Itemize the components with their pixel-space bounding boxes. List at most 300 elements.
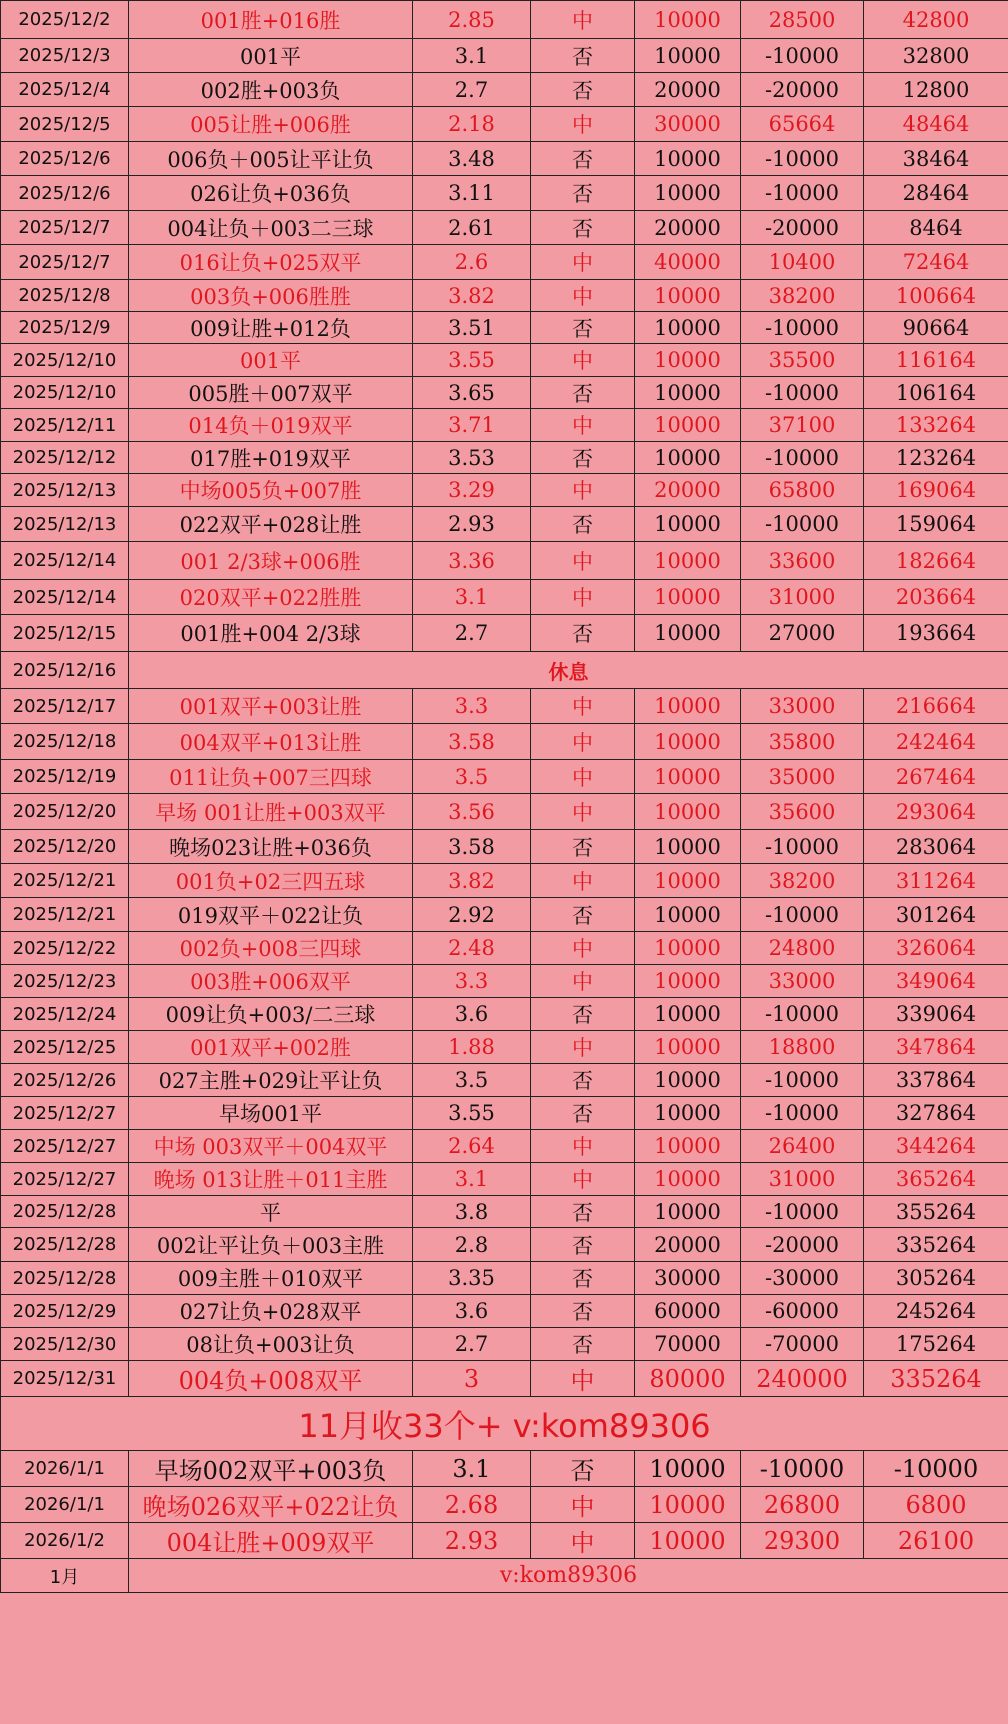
balance-cell: 116164 bbox=[864, 344, 1008, 377]
table-row bbox=[1, 760, 1008, 794]
table-row bbox=[1, 542, 1008, 580]
pick-cell: 004让胜+009双平 bbox=[129, 1523, 413, 1559]
pick-cell: 019双平＋022让负 bbox=[129, 898, 413, 932]
stake-cell: 10000 bbox=[635, 344, 741, 377]
balance-cell: 123264 bbox=[864, 442, 1008, 474]
date-cell: 2025/12/9 bbox=[1, 312, 129, 344]
profit-cell: -10000 bbox=[741, 142, 864, 176]
profit-cell: 33600 bbox=[741, 542, 864, 580]
stake-cell: 10000 bbox=[635, 932, 741, 965]
balance-cell: 311264 bbox=[864, 864, 1008, 898]
table-row bbox=[1, 898, 1008, 932]
stake-cell: 10000 bbox=[635, 965, 741, 998]
date-cell: 2025/12/25 bbox=[1, 1031, 129, 1064]
balance-cell: 48464 bbox=[864, 107, 1008, 142]
date-cell: 2025/12/15 bbox=[1, 615, 129, 652]
result-cell: 否 bbox=[531, 898, 635, 932]
profit-cell: 35500 bbox=[741, 344, 864, 377]
profit-cell: 24800 bbox=[741, 932, 864, 965]
stake-cell: 80000 bbox=[635, 1361, 741, 1397]
pick-cell: 001负+02三四五球 bbox=[129, 864, 413, 898]
stake-cell: 10000 bbox=[635, 689, 741, 724]
pick-cell: 026让负+036负 bbox=[129, 176, 413, 211]
stake-cell: 10000 bbox=[635, 1487, 741, 1523]
balance-cell: 242464 bbox=[864, 724, 1008, 760]
table-row bbox=[1, 1328, 1008, 1361]
odds-cell: 3.51 bbox=[413, 312, 531, 344]
pick-cell: 002让平让负＋003主胜 bbox=[129, 1228, 413, 1262]
result-cell: 否 bbox=[531, 998, 635, 1031]
pick-cell: 002负+008三四球 bbox=[129, 932, 413, 965]
pick-cell: 001双平+002胜 bbox=[129, 1031, 413, 1064]
result-cell: 中 bbox=[531, 245, 635, 280]
date-cell: 2026/1/1 bbox=[1, 1451, 129, 1487]
date-cell: 2025/12/8 bbox=[1, 280, 129, 312]
pick-cell: 中场 003双平＋004双平 bbox=[129, 1130, 413, 1163]
result-cell: 否 bbox=[531, 211, 635, 245]
balance-cell: 175264 bbox=[864, 1328, 1008, 1361]
table-row bbox=[1, 1064, 1008, 1097]
stake-cell: 10000 bbox=[635, 1, 741, 39]
balance-cell: 42800 bbox=[864, 1, 1008, 39]
pick-cell: 005胜＋007双平 bbox=[129, 377, 413, 409]
table-row bbox=[1, 442, 1008, 474]
table-row bbox=[1, 794, 1008, 830]
odds-cell: 3.35 bbox=[413, 1262, 531, 1295]
pick-cell: 014负＋019双平 bbox=[129, 409, 413, 442]
date-cell: 2025/12/27 bbox=[1, 1163, 129, 1196]
table-row bbox=[1, 1228, 1008, 1262]
date-cell: 2025/12/27 bbox=[1, 1130, 129, 1163]
balance-cell: 90664 bbox=[864, 312, 1008, 344]
result-cell: 否 bbox=[531, 1228, 635, 1262]
odds-cell: 2.92 bbox=[413, 898, 531, 932]
stake-cell: 10000 bbox=[635, 176, 741, 211]
odds-cell: 2.68 bbox=[413, 1487, 531, 1523]
profit-cell: 28500 bbox=[741, 1, 864, 39]
stake-cell: 10000 bbox=[635, 760, 741, 794]
result-cell: 否 bbox=[531, 377, 635, 409]
result-cell: 中 bbox=[531, 1487, 635, 1523]
stake-cell: 10000 bbox=[635, 409, 741, 442]
balance-cell: 38464 bbox=[864, 142, 1008, 176]
result-cell: 中 bbox=[531, 580, 635, 615]
balance-cell: 216664 bbox=[864, 689, 1008, 724]
stake-cell: 10000 bbox=[635, 142, 741, 176]
pick-cell: 004双平+013让胜 bbox=[129, 724, 413, 760]
result-cell: 否 bbox=[531, 39, 635, 73]
date-cell: 2025/12/28 bbox=[1, 1196, 129, 1228]
stake-cell: 20000 bbox=[635, 211, 741, 245]
pick-cell: 003负+006胜胜 bbox=[129, 280, 413, 312]
balance-cell: 8464 bbox=[864, 211, 1008, 245]
balance-cell: 169064 bbox=[864, 474, 1008, 507]
stake-cell: 10000 bbox=[635, 1097, 741, 1130]
date-cell: 2025/12/28 bbox=[1, 1262, 129, 1295]
balance-cell: 267464 bbox=[864, 760, 1008, 794]
balance-cell: 32800 bbox=[864, 39, 1008, 73]
date-cell: 2025/12/17 bbox=[1, 689, 129, 724]
odds-cell: 3.8 bbox=[413, 1196, 531, 1228]
balance-cell: 347864 bbox=[864, 1031, 1008, 1064]
stake-cell: 40000 bbox=[635, 245, 741, 280]
table-row bbox=[1, 1163, 1008, 1196]
table-row bbox=[1, 474, 1008, 507]
pick-cell: 晚场 013让胜＋011主胜 bbox=[129, 1163, 413, 1196]
odds-cell: 3.5 bbox=[413, 760, 531, 794]
table-row bbox=[1, 1397, 1008, 1451]
pick-cell: 002胜+003负 bbox=[129, 73, 413, 107]
profit-cell: 35600 bbox=[741, 794, 864, 830]
result-cell: 否 bbox=[531, 1097, 635, 1130]
result-cell: 中 bbox=[531, 724, 635, 760]
pick-cell: 003胜+006双平 bbox=[129, 965, 413, 998]
table-row bbox=[1, 998, 1008, 1031]
profit-cell: 65664 bbox=[741, 107, 864, 142]
banner-cell: 11月收33个+ v:kom89306 bbox=[1, 1397, 1008, 1451]
odds-cell: 3 bbox=[413, 1361, 531, 1397]
profit-cell: 33000 bbox=[741, 689, 864, 724]
profit-cell: 240000 bbox=[741, 1361, 864, 1397]
date-cell: 2025/12/10 bbox=[1, 344, 129, 377]
profit-cell: 31000 bbox=[741, 1163, 864, 1196]
odds-cell: 2.48 bbox=[413, 932, 531, 965]
odds-cell: 3.55 bbox=[413, 344, 531, 377]
stake-cell: 10000 bbox=[635, 1064, 741, 1097]
pick-cell: 005让胜+006胜 bbox=[129, 107, 413, 142]
date-cell: 2026/1/2 bbox=[1, 1523, 129, 1559]
odds-cell: 3.1 bbox=[413, 39, 531, 73]
balance-cell: 26100 bbox=[864, 1523, 1008, 1559]
date-cell: 2025/12/22 bbox=[1, 932, 129, 965]
profit-cell: -10000 bbox=[741, 1451, 864, 1487]
result-cell: 中 bbox=[531, 932, 635, 965]
date-cell: 2025/12/11 bbox=[1, 409, 129, 442]
profit-cell: -20000 bbox=[741, 211, 864, 245]
balance-cell: 326064 bbox=[864, 932, 1008, 965]
profit-cell: -20000 bbox=[741, 73, 864, 107]
odds-cell: 3.65 bbox=[413, 377, 531, 409]
table-row bbox=[1, 652, 1008, 689]
pick-cell: 004负+008双平 bbox=[129, 1361, 413, 1397]
table-row bbox=[1, 312, 1008, 344]
pick-cell: 晚场026双平+022让负 bbox=[129, 1487, 413, 1523]
date-cell: 2025/12/28 bbox=[1, 1228, 129, 1262]
date-cell: 2025/12/3 bbox=[1, 39, 129, 73]
pick-cell: 001胜+004 2/3球 bbox=[129, 615, 413, 652]
odds-cell: 2.7 bbox=[413, 615, 531, 652]
profit-cell: 26400 bbox=[741, 1130, 864, 1163]
balance-cell: 335264 bbox=[864, 1361, 1008, 1397]
odds-cell: 3.6 bbox=[413, 1295, 531, 1328]
date-cell: 2025/12/2 bbox=[1, 1, 129, 39]
table-row bbox=[1, 724, 1008, 760]
table-row bbox=[1, 1097, 1008, 1130]
date-cell: 2025/12/13 bbox=[1, 474, 129, 507]
table-row bbox=[1, 1295, 1008, 1328]
result-cell: 否 bbox=[531, 73, 635, 107]
balance-cell: 335264 bbox=[864, 1228, 1008, 1262]
footer-note: v:kom89306 bbox=[129, 1559, 1008, 1593]
date-cell: 2025/12/23 bbox=[1, 965, 129, 998]
balance-cell: 28464 bbox=[864, 176, 1008, 211]
date-cell: 2025/12/19 bbox=[1, 760, 129, 794]
stake-cell: 10000 bbox=[635, 507, 741, 542]
odds-cell: 3.5 bbox=[413, 1064, 531, 1097]
pick-cell: 011让负+007三四球 bbox=[129, 760, 413, 794]
table-row bbox=[1, 689, 1008, 724]
table-row bbox=[1, 1523, 1008, 1559]
balance-cell: 301264 bbox=[864, 898, 1008, 932]
odds-cell: 3.1 bbox=[413, 1451, 531, 1487]
date-cell: 2025/12/12 bbox=[1, 442, 129, 474]
date-cell: 2025/12/24 bbox=[1, 998, 129, 1031]
date-cell: 2025/12/7 bbox=[1, 245, 129, 280]
rest-cell: 休息 bbox=[129, 652, 1008, 689]
table-row bbox=[1, 142, 1008, 176]
date-cell: 2025/12/20 bbox=[1, 830, 129, 864]
odds-cell: 3.58 bbox=[413, 724, 531, 760]
result-cell: 中 bbox=[531, 965, 635, 998]
date-cell: 2025/12/5 bbox=[1, 107, 129, 142]
balance-cell: 100664 bbox=[864, 280, 1008, 312]
result-cell: 否 bbox=[531, 830, 635, 864]
table-row bbox=[1, 1487, 1008, 1523]
stake-cell: 20000 bbox=[635, 1228, 741, 1262]
balance-cell: 344264 bbox=[864, 1130, 1008, 1163]
pick-cell: 平 bbox=[129, 1196, 413, 1228]
odds-cell: 2.8 bbox=[413, 1228, 531, 1262]
date-cell: 2025/12/18 bbox=[1, 724, 129, 760]
stake-cell: 70000 bbox=[635, 1328, 741, 1361]
table-row bbox=[1, 280, 1008, 312]
balance-cell: 133264 bbox=[864, 409, 1008, 442]
balance-cell: 193664 bbox=[864, 615, 1008, 652]
balance-cell: 305264 bbox=[864, 1262, 1008, 1295]
result-cell: 否 bbox=[531, 1328, 635, 1361]
table-row bbox=[1, 176, 1008, 211]
stake-cell: 10000 bbox=[635, 998, 741, 1031]
profit-cell: -30000 bbox=[741, 1262, 864, 1295]
profit-cell: 26800 bbox=[741, 1487, 864, 1523]
odds-cell: 2.85 bbox=[413, 1, 531, 39]
date-cell: 2025/12/4 bbox=[1, 73, 129, 107]
odds-cell: 3.3 bbox=[413, 965, 531, 998]
odds-cell: 2.93 bbox=[413, 1523, 531, 1559]
odds-cell: 3.82 bbox=[413, 280, 531, 312]
pick-cell: 004让负＋003二三球 bbox=[129, 211, 413, 245]
odds-cell: 3.53 bbox=[413, 442, 531, 474]
stake-cell: 20000 bbox=[635, 474, 741, 507]
stake-cell: 10000 bbox=[635, 794, 741, 830]
result-cell: 否 bbox=[531, 1064, 635, 1097]
profit-cell: -70000 bbox=[741, 1328, 864, 1361]
profit-cell: -20000 bbox=[741, 1228, 864, 1262]
balance-cell: 283064 bbox=[864, 830, 1008, 864]
pick-cell: 009让负+003/二三球 bbox=[129, 998, 413, 1031]
table-row bbox=[1, 1451, 1008, 1487]
balance-cell: 203664 bbox=[864, 580, 1008, 615]
odds-cell: 3.48 bbox=[413, 142, 531, 176]
result-cell: 中 bbox=[531, 1031, 635, 1064]
pick-cell: 晚场023让胜+036负 bbox=[129, 830, 413, 864]
result-cell: 否 bbox=[531, 442, 635, 474]
result-cell: 中 bbox=[531, 107, 635, 142]
profit-cell: -10000 bbox=[741, 442, 864, 474]
balance-cell: 106164 bbox=[864, 377, 1008, 409]
stake-cell: 10000 bbox=[635, 898, 741, 932]
table-row bbox=[1, 409, 1008, 442]
pick-cell: 早场 001让胜+003双平 bbox=[129, 794, 413, 830]
pick-cell: 017胜+019双平 bbox=[129, 442, 413, 474]
result-cell: 中 bbox=[531, 689, 635, 724]
balance-cell: 245264 bbox=[864, 1295, 1008, 1328]
pick-cell: 001双平+003让胜 bbox=[129, 689, 413, 724]
odds-cell: 2.7 bbox=[413, 1328, 531, 1361]
odds-cell: 3.55 bbox=[413, 1097, 531, 1130]
date-cell: 2025/12/6 bbox=[1, 176, 129, 211]
table-row bbox=[1, 1196, 1008, 1228]
date-cell: 2026/1/1 bbox=[1, 1487, 129, 1523]
profit-cell: 18800 bbox=[741, 1031, 864, 1064]
table-row bbox=[1, 39, 1008, 73]
table-row bbox=[1, 864, 1008, 898]
balance-cell: -10000 bbox=[864, 1451, 1008, 1487]
profit-cell: -60000 bbox=[741, 1295, 864, 1328]
odds-cell: 1.88 bbox=[413, 1031, 531, 1064]
profit-cell: 10400 bbox=[741, 245, 864, 280]
odds-cell: 2.64 bbox=[413, 1130, 531, 1163]
table-row bbox=[1, 1031, 1008, 1064]
profit-cell: 65800 bbox=[741, 474, 864, 507]
odds-cell: 3.71 bbox=[413, 409, 531, 442]
table-row bbox=[1, 1, 1008, 39]
table-row bbox=[1, 1130, 1008, 1163]
stake-cell: 10000 bbox=[635, 377, 741, 409]
table-row bbox=[1, 211, 1008, 245]
profit-cell: -10000 bbox=[741, 507, 864, 542]
odds-cell: 2.93 bbox=[413, 507, 531, 542]
result-cell: 中 bbox=[531, 409, 635, 442]
profit-cell: 29300 bbox=[741, 1523, 864, 1559]
pick-cell: 027主胜+029让平让负 bbox=[129, 1064, 413, 1097]
result-cell: 中 bbox=[531, 344, 635, 377]
result-cell: 否 bbox=[531, 615, 635, 652]
table-row bbox=[1, 1559, 1008, 1593]
pick-cell: 早场002双平+003负 bbox=[129, 1451, 413, 1487]
profit-cell: -10000 bbox=[741, 898, 864, 932]
stake-cell: 10000 bbox=[635, 1031, 741, 1064]
profit-cell: 31000 bbox=[741, 580, 864, 615]
odds-cell: 3.6 bbox=[413, 998, 531, 1031]
pick-cell: 001胜+016胜 bbox=[129, 1, 413, 39]
profit-cell: -10000 bbox=[741, 312, 864, 344]
table-row bbox=[1, 580, 1008, 615]
date-cell: 2025/12/27 bbox=[1, 1097, 129, 1130]
stake-cell: 10000 bbox=[635, 1196, 741, 1228]
odds-cell: 3.3 bbox=[413, 689, 531, 724]
table-body bbox=[1, 1, 1008, 1593]
stake-cell: 10000 bbox=[635, 1130, 741, 1163]
balance-cell: 327864 bbox=[864, 1097, 1008, 1130]
stake-cell: 10000 bbox=[635, 1523, 741, 1559]
result-cell: 中 bbox=[531, 1130, 635, 1163]
pick-cell: 001平 bbox=[129, 39, 413, 73]
stake-cell: 10000 bbox=[635, 312, 741, 344]
balance-cell: 6800 bbox=[864, 1487, 1008, 1523]
table-row bbox=[1, 344, 1008, 377]
date-cell: 2025/12/26 bbox=[1, 1064, 129, 1097]
table-row bbox=[1, 73, 1008, 107]
pick-cell: 001平 bbox=[129, 344, 413, 377]
table-row bbox=[1, 245, 1008, 280]
stake-cell: 10000 bbox=[635, 615, 741, 652]
odds-cell: 3.58 bbox=[413, 830, 531, 864]
balance-cell: 72464 bbox=[864, 245, 1008, 280]
odds-cell: 2.18 bbox=[413, 107, 531, 142]
stake-cell: 10000 bbox=[635, 280, 741, 312]
profit-cell: -10000 bbox=[741, 1097, 864, 1130]
pick-cell: 08让负+003让负 bbox=[129, 1328, 413, 1361]
table-row bbox=[1, 1361, 1008, 1397]
result-cell: 中 bbox=[531, 1163, 635, 1196]
profit-cell: -10000 bbox=[741, 39, 864, 73]
result-cell: 中 bbox=[531, 1, 635, 39]
balance-cell: 355264 bbox=[864, 1196, 1008, 1228]
result-cell: 中 bbox=[531, 864, 635, 898]
stake-cell: 60000 bbox=[635, 1295, 741, 1328]
pick-cell: 早场001平 bbox=[129, 1097, 413, 1130]
stake-cell: 30000 bbox=[635, 1262, 741, 1295]
stake-cell: 10000 bbox=[635, 39, 741, 73]
result-cell: 否 bbox=[531, 507, 635, 542]
profit-cell: 38200 bbox=[741, 280, 864, 312]
balance-cell: 293064 bbox=[864, 794, 1008, 830]
balance-cell: 159064 bbox=[864, 507, 1008, 542]
date-cell: 2025/12/29 bbox=[1, 1295, 129, 1328]
odds-cell: 3.82 bbox=[413, 864, 531, 898]
profit-cell: -10000 bbox=[741, 1196, 864, 1228]
table-row bbox=[1, 965, 1008, 998]
stake-cell: 10000 bbox=[635, 542, 741, 580]
date-cell: 2025/12/7 bbox=[1, 211, 129, 245]
profit-cell: 37100 bbox=[741, 409, 864, 442]
profit-cell: -10000 bbox=[741, 998, 864, 1031]
result-cell: 否 bbox=[531, 1295, 635, 1328]
stake-cell: 30000 bbox=[635, 107, 741, 142]
result-cell: 否 bbox=[531, 176, 635, 211]
balance-cell: 365264 bbox=[864, 1163, 1008, 1196]
table-row bbox=[1, 932, 1008, 965]
date-cell: 2025/12/13 bbox=[1, 507, 129, 542]
odds-cell: 2.61 bbox=[413, 211, 531, 245]
pick-cell: 中场005负+007胜 bbox=[129, 474, 413, 507]
odds-cell: 3.29 bbox=[413, 474, 531, 507]
pick-cell: 027让负+028双平 bbox=[129, 1295, 413, 1328]
table-row bbox=[1, 107, 1008, 142]
stake-cell: 20000 bbox=[635, 73, 741, 107]
stake-cell: 10000 bbox=[635, 830, 741, 864]
profit-cell: -10000 bbox=[741, 830, 864, 864]
profit-cell: 38200 bbox=[741, 864, 864, 898]
result-cell: 中 bbox=[531, 1523, 635, 1559]
result-cell: 中 bbox=[531, 760, 635, 794]
profit-cell: 33000 bbox=[741, 965, 864, 998]
date-cell: 2025/12/21 bbox=[1, 864, 129, 898]
balance-cell: 349064 bbox=[864, 965, 1008, 998]
stake-cell: 10000 bbox=[635, 1451, 741, 1487]
pick-cell: 006负＋005让平让负 bbox=[129, 142, 413, 176]
